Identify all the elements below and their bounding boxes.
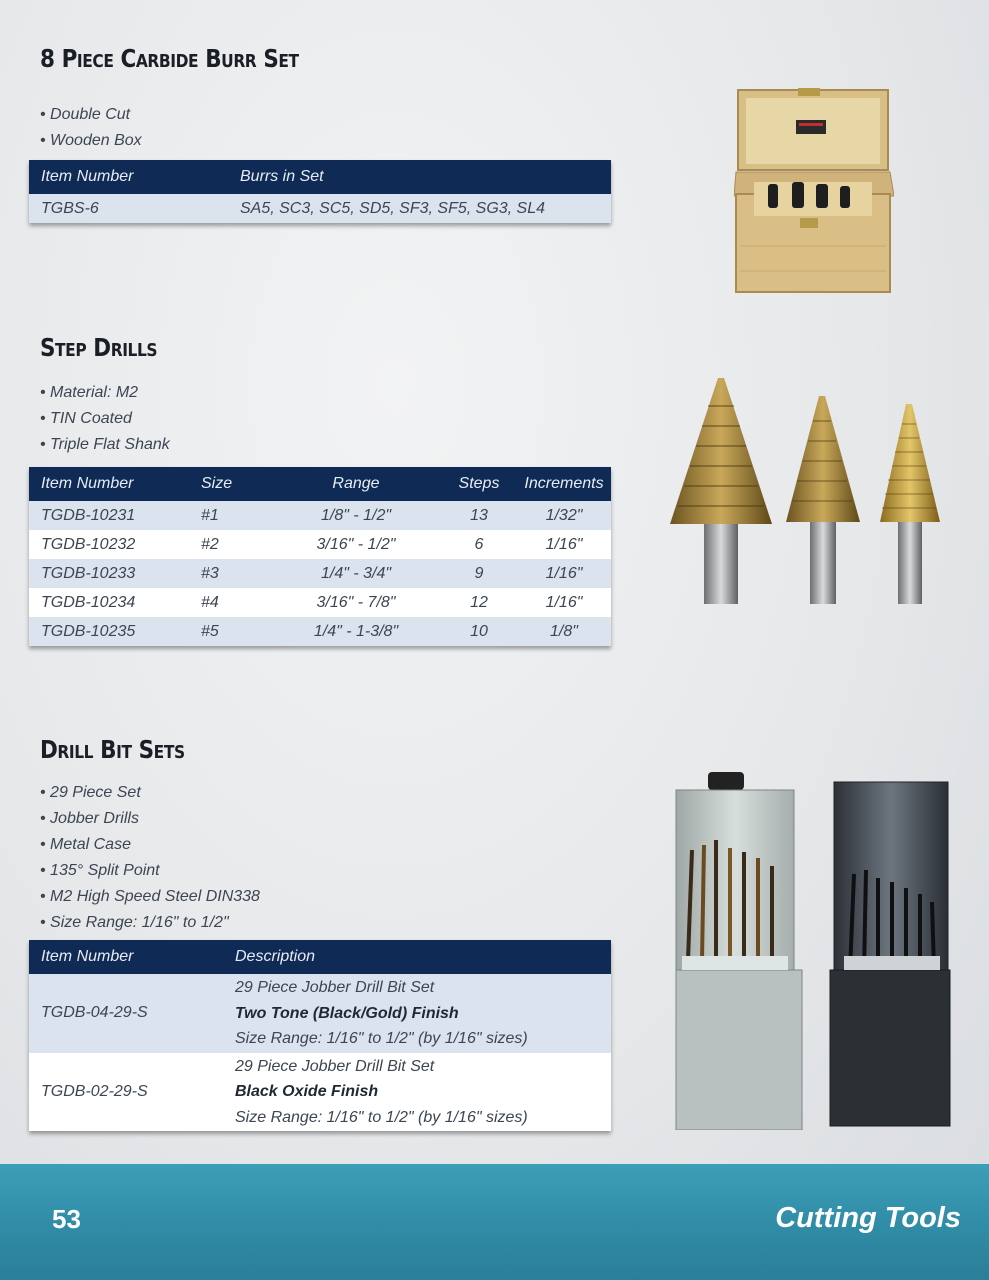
- item-number-cell: TGDB-04-29-S: [29, 974, 223, 1053]
- item-number-cell: TGBS-6: [29, 194, 228, 223]
- size-range-line: Size Range: 1/16" to 1/2" (by 1/16" sizes): [235, 1108, 528, 1126]
- item-number-cell: TGDB-10232: [29, 530, 189, 559]
- item-number-cell: TGDB-10234: [29, 588, 189, 617]
- steps-cell: 13: [441, 501, 517, 530]
- drill-case-photo: [668, 770, 952, 1130]
- col-header-item-number: Item Number: [29, 940, 223, 974]
- drill-bit-sets-table: [29, 940, 611, 1131]
- finish-line: Two Tone (Black/Gold) Finish: [235, 1004, 459, 1022]
- range-cell: 1/8" - 1/2": [271, 501, 441, 530]
- bullet-item: • Size Range: 1/16" to 1/2": [40, 910, 260, 936]
- bullet-item: • M2 High Speed Steel DIN338: [40, 884, 260, 910]
- size-cell: #2: [189, 530, 271, 559]
- bullet-item: • 29 Piece Set: [40, 780, 260, 806]
- table-row: [29, 194, 611, 223]
- range-cell: 3/16" - 7/8": [271, 588, 441, 617]
- step-drills-table: [29, 467, 611, 646]
- increments-cell: 1/16": [517, 559, 611, 588]
- burrs-cell: SA5, SC3, SC5, SD5, SF3, SF5, SG3, SL4: [228, 194, 611, 223]
- burr-set-title: 8 Piece Carbide Burr Set: [40, 44, 299, 73]
- bullet-item: • Jobber Drills: [40, 806, 260, 832]
- drill-bit-sets-bullets: [40, 780, 260, 936]
- burr-set-bullets: [40, 102, 142, 154]
- increments-cell: 1/16": [517, 588, 611, 617]
- page-number: 53: [52, 1204, 81, 1234]
- steps-cell: 12: [441, 588, 517, 617]
- wooden-box-photo: [734, 86, 894, 296]
- table-row: [29, 974, 611, 1053]
- col-header-item-number: Item Number: [29, 160, 228, 194]
- increments-cell: 1/16": [517, 530, 611, 559]
- table-row: [29, 559, 611, 588]
- description-line: 29 Piece Jobber Drill Bit Set: [235, 979, 435, 996]
- finish-line: Black Oxide Finish: [235, 1083, 379, 1100]
- step-drills-title: Step Drills: [40, 333, 158, 362]
- col-header-increments: Increments: [517, 467, 611, 501]
- bullet-item: • Metal Case: [40, 832, 260, 858]
- col-header-description: Description: [223, 940, 611, 974]
- col-header-range: Range: [271, 467, 441, 501]
- table-row: [29, 588, 611, 617]
- bullet-item: • Double Cut: [40, 102, 142, 128]
- item-number-cell: TGDB-10235: [29, 617, 189, 646]
- increments-cell: 1/8": [517, 617, 611, 646]
- steps-cell: 9: [441, 559, 517, 588]
- step-drills-photo: [668, 376, 950, 608]
- item-number-cell: TGDB-02-29-S: [29, 1053, 223, 1132]
- table-row: [29, 530, 611, 559]
- footer-section-title: Cutting Tools: [775, 1202, 961, 1234]
- size-cell: #3: [189, 559, 271, 588]
- table-row: [29, 1053, 611, 1132]
- steps-cell: 10: [441, 617, 517, 646]
- item-number-cell: TGDB-10231: [29, 501, 189, 530]
- steps-cell: 6: [441, 530, 517, 559]
- increments-cell: 1/32": [517, 501, 611, 530]
- bullet-item: • 135° Split Point: [40, 858, 260, 884]
- range-cell: 3/16" - 1/2": [271, 530, 441, 559]
- table-row: [29, 617, 611, 646]
- bullet-item: • Material: M2: [40, 380, 170, 406]
- range-cell: 1/4" - 1-3/8": [271, 617, 441, 646]
- item-number-cell: TGDB-10233: [29, 559, 189, 588]
- step-drills-bullets: [40, 380, 170, 458]
- size-cell: #1: [189, 501, 271, 530]
- description-line: 29 Piece Jobber Drill Bit Set: [235, 1057, 435, 1075]
- bullet-item: • TIN Coated: [40, 406, 170, 432]
- description-cell: [223, 974, 611, 1053]
- size-cell: #4: [189, 588, 271, 617]
- col-header-burrs: Burrs in Set: [228, 160, 611, 194]
- drill-bit-sets-title: Drill Bit Sets: [40, 735, 185, 764]
- table-row: [29, 501, 611, 530]
- range-cell: 1/4" - 3/4": [271, 559, 441, 588]
- bullet-item: • Triple Flat Shank: [40, 432, 170, 458]
- size-range-line: Size Range: 1/16" to 1/2" (by 1/16" sizes): [235, 1030, 528, 1047]
- description-cell: [223, 1053, 611, 1132]
- bullet-item: • Wooden Box: [40, 128, 142, 154]
- col-header-steps: Steps: [441, 467, 517, 501]
- col-header-size: Size: [189, 467, 271, 501]
- col-header-item-number: Item Number: [29, 467, 189, 501]
- size-cell: #5: [189, 617, 271, 646]
- burr-set-table: [29, 160, 611, 223]
